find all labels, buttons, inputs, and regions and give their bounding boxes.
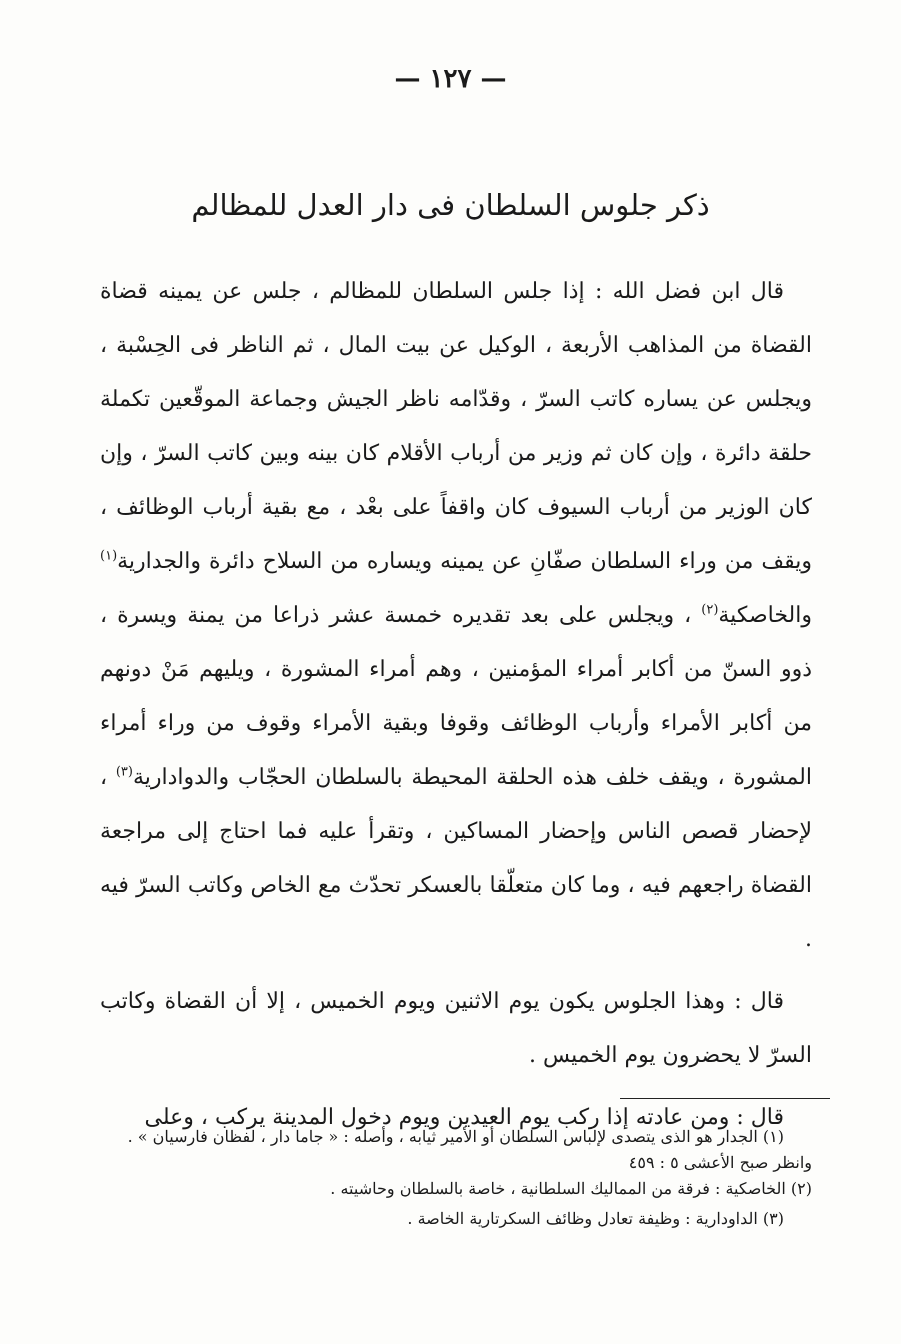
footnote-ref-3: (٣) (115, 764, 133, 780)
body-text (100, 265, 812, 1145)
footnote-1-reference: وانظر صبح الأعشى ٥ : ٤٥٩ (628, 1153, 812, 1172)
footnote-ref-2: (٢) (701, 602, 719, 618)
footnote-3: (٣) الداودارية : وظيفة تعادل وظائف السكرتارية الخاصة . (407, 1209, 784, 1228)
footnote-divider (620, 1098, 830, 1099)
page-number: — ١٢٧ — (394, 64, 507, 94)
paragraph-1-part-3: ، ويجلس على بعد تقديره خمسة عشر ذراعا من يمنة ويسرة ، ذوو السنّ من أكابر أمراء المؤمنين ، وهم أمراء المشورة ، ويليهم مَنْ دونهم من أكابر الأمراء وأرباب الوظائف وقوفا وبقية الأمراء وقوف من وراء أمراء المشورة ، ويقف خلف هذه الحلقة المحيطة بالسلطان الحجّاب والدوادارية (100, 603, 812, 790)
paragraph-1-part-2: والخاصكية (718, 603, 812, 628)
footnote-2: (٢) الخاصكية : فرقة من المماليك السلطانية ، خاصة بالسلطان وحاشيته . (330, 1179, 812, 1198)
paragraph-1 (100, 265, 812, 967)
chapter-title: ذكر جلوس السلطان فى دار العدل للمظالم (191, 188, 710, 222)
paragraph-3: قال : ومن عادته إذا ركب يوم العيدين ويوم دخول المدينة يركب ، وعلى (144, 1105, 784, 1130)
paragraph-2: قال : وهذا الجلوس يكون يوم الاثنين ويوم الخميس ، إلا أن القضاة وكاتب السرّ لا يحضرون يوم الخميس . (100, 989, 812, 1068)
footnote-ref-1: (١) (100, 548, 118, 564)
paragraph-1-part-4: ، لإحضار قصص الناس وإحضار المساكين ، وتقرأ عليه فما احتاج إلى مراجعة القضاة راجعهم فيه ، وما كان متعلّقا بالعسكر تحدّث مع الخاص وكاتب السرّ فيه . (100, 765, 812, 952)
footnotes (100, 1124, 812, 1232)
paragraph-1-part-1: قال ابن فضل الله : إذا جلس السلطان للمظالم ، جلس عن يمينه قضاة القضاة من المذاهب الأربعة ، الوكيل عن بيت المال ، ثم الناظر فى الحِسْبة ، ويجلس عن يساره كاتب السرّ ، وقدّامه ناظر الجيش وجماعة الموقّعين تكملة حلقة دائرة ، وإن كان ثم وزير من أرباب الأقلام كان بينه وبين كاتب السرّ ، وإن كان الوزير من أرباب السيوف كان واقفاً على بعْد ، مع بقية أرباب الوظائف ، ويقف من وراء السلطان صفّانِ عن يمينه ويساره من السلاح دائرة والجدارية (100, 279, 812, 574)
footnote-1: (١) الجدار هو الذى يتصدى لإلباس السلطان أو الأمير ثيابه ، وأصله : « جاما دار ، لفظان فارسيان » . (127, 1127, 784, 1146)
